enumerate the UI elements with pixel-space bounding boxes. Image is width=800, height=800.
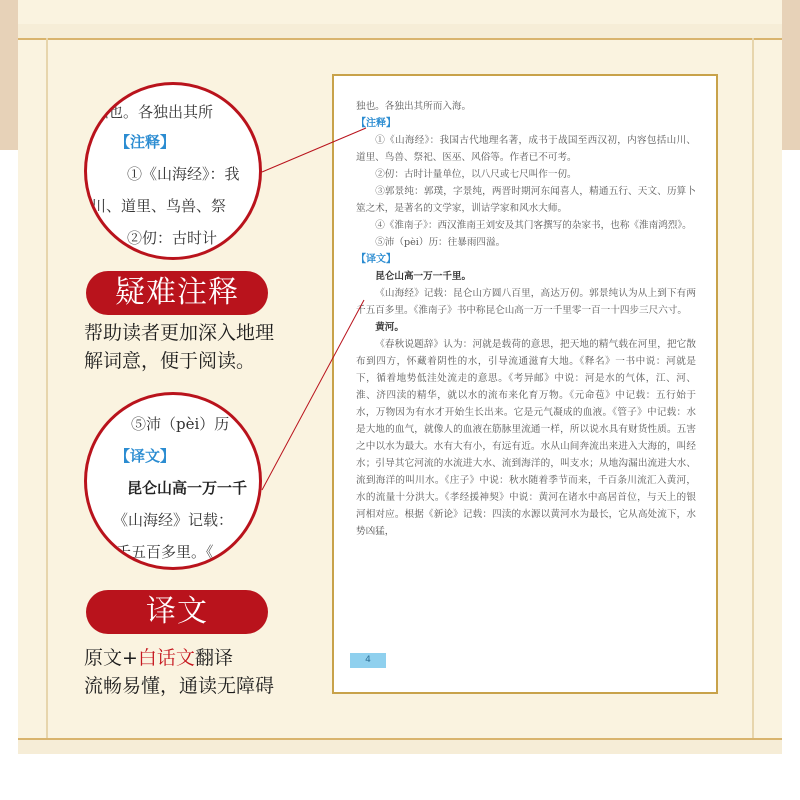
page-number-badge: 4 (350, 653, 386, 668)
translation-paragraph-1: 《山海经》记载：昆仑山方圆八百里，高达万仞。郭景纯认为从上到下有两千五百多里。《淮南子》书中称昆仑山高一万一千里零一百一十四步三尺六寸。 (356, 288, 696, 316)
note-4: ④《淮南子》：西汉淮南王刘安及其门客撰写的杂家书，也称《淮南鸿烈》。 (375, 220, 692, 231)
connector-line-notes (262, 128, 366, 172)
description-text: 原文+ (84, 647, 138, 669)
circle-text-line: 昆仑山高一万一千 (127, 479, 248, 497)
translation-paragraph-2: 《春秋说题辞》认为：河就是载荷的意思，把天地的精气载在河里，把它散布到四方，怀藏着阴性的水，引导流通滋育大地。《释名》一书中说：河就是下，循着地势低洼处流走的意思。《考异邮》中说：河是水的气体，江、河、淮、济四渎的精华，就以水的流布来化育万物。《元命苞》中记载：五行始于水，万物因为有水才开始生长出来。它是元气凝成的血液。《管子》中记载：水是大地的血气，就像人的血液在筋脉里流通一样，所以说水具有财货性质。五害之中以水为最大。水有大有小，有远有近。水从山间奔流出来进入大海的，叫经水；引导其它河流的水流进大水、流到海洋的，叫支水；从地沟漏出流进大水、流到海洋的叫川水。《庄子》中说：秋水随着季节而来，千百条川流汇入黄河，水的流量十分洪大。《孝经援神契》中说：黄河在诸水中高居首位，与天上的银河相对应。根据《新论》记载：四渎的水源以黄河水为最长，它从高处流下，水势凶猛， (356, 339, 696, 537)
note-5: ⑤沛（pèi）历：往暴雨四溢。 (375, 237, 506, 248)
connector-line-translation (262, 300, 364, 490)
circle-text-line: 川、道里、鸟兽、祭 (91, 197, 227, 215)
circle-translation-heading: 【译文】 (115, 447, 176, 465)
description-line: 解词意，便于阅读。 (84, 350, 256, 372)
ribbon-translation: 译文 (86, 590, 268, 634)
circle-text-line: 独也。各独出其所 (93, 103, 214, 121)
magnifier-circle-translation (84, 392, 262, 570)
description-highlight: 白话文 (137, 647, 195, 669)
ribbon-annotation: 疑难注释 (86, 271, 268, 315)
note-3: ③郭景纯：郭璞，字景纯，两晋时期河东闻喜人，精通五行、天文、历算卜筮之术，是著名的文学家，训诂学家和风水大师。 (356, 186, 696, 214)
circle-text-line: ①《山海经》：我 (127, 165, 240, 183)
translation-heading: 【译文】 (356, 254, 396, 265)
note-1: ①《山海经》：我国古代地理名著，成书于战国至西汉初，内容包括山川、道里、鸟兽、祭祀、医巫、风俗等。作者已不可考。 (356, 135, 696, 163)
circle-notes-heading: 【注释】 (115, 133, 176, 151)
note-2: ②仞：古时计量单位，以八尺或七尺叫作一仞。 (375, 169, 577, 180)
circle-text-line: ②仞：古时计 (127, 229, 218, 247)
annotation-description (84, 319, 274, 375)
description-line (84, 644, 274, 672)
circle-text-line: 两千五百多里。《 (101, 543, 214, 561)
description-line: 帮助读者更加深入地理 (84, 322, 275, 344)
circle-text-line: 《山海经》记载： (113, 511, 234, 529)
translation-title: 昆仑山高一万一千里。 (375, 271, 472, 282)
translation-subtitle: 黄河。 (375, 322, 404, 333)
description-text: 翻译 (194, 647, 233, 669)
description-line: 流畅易懂，通读无障碍 (84, 675, 275, 697)
notes-heading: 【注释】 (356, 118, 396, 129)
page-text-line: 独也。各独出其所而入海。 (356, 101, 472, 112)
magnifier-circle-notes (84, 82, 262, 260)
circle-text-line: ⑤沛（pèi）历 (131, 415, 230, 433)
translation-description (84, 644, 274, 700)
